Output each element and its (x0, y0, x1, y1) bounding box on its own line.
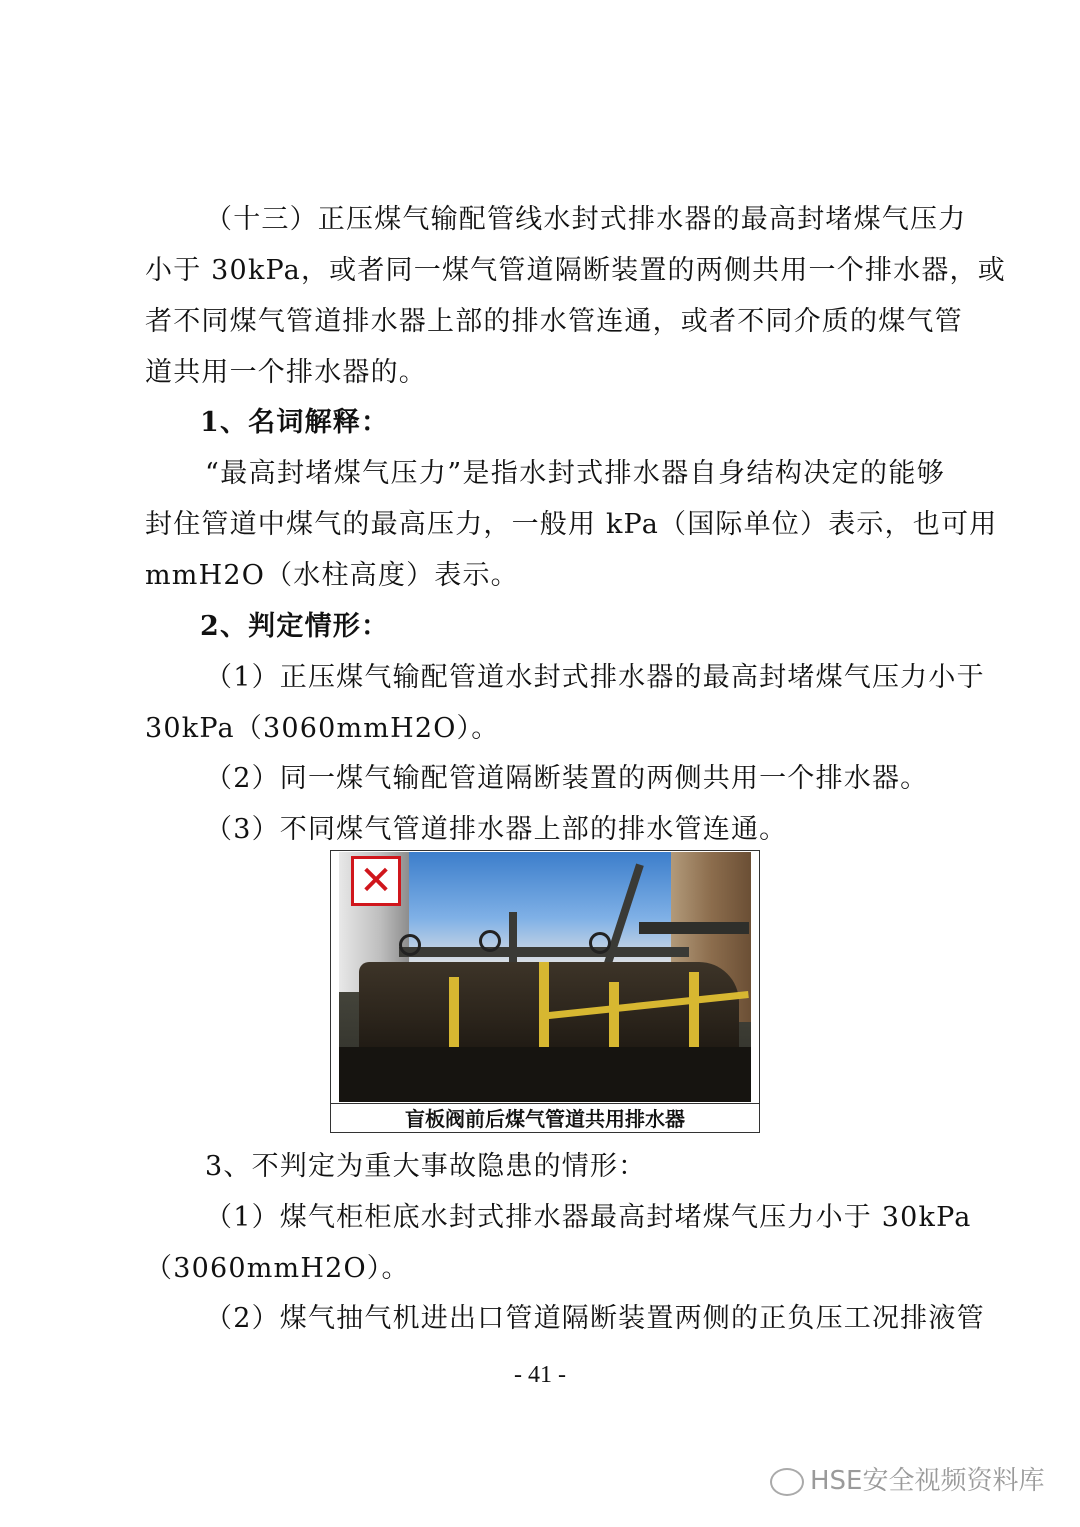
text-line-8: mmH2O（水柱高度）表示。 (145, 560, 519, 591)
section-heading-3: 3、不判定为重大事故隐患的情形： (205, 1151, 647, 1182)
figure-caption: 盲板阀前后煤气管道共用排水器 (331, 1103, 759, 1134)
text-line-2: 小于 30kPa，或者同一煤气管道隔断装置的两侧共用一个排水器，或 (145, 255, 1006, 286)
section-heading-2: 2、判定情形： (200, 611, 390, 642)
text-line-10: （1）正压煤气输配管道水封式排水器的最高封堵煤气压力小于 (205, 662, 985, 693)
wechat-icon (770, 1468, 804, 1496)
watermark-text: HSE安全视频资料库 (810, 1466, 1045, 1496)
text-line-7: 封住管道中煤气的最高压力，一般用 kPa（国际单位）表示，也可用 (145, 509, 998, 540)
page-number: - 41 - (514, 1362, 566, 1388)
section-heading-1: 1、名词解释： (200, 407, 390, 438)
text-line-11: 30kPa（3060mmH2O）。 (145, 713, 500, 744)
pipeline-photo (339, 852, 751, 1102)
text-line-4: 道共用一个排水器的。 (145, 357, 427, 388)
figure (330, 850, 760, 1133)
text-line-after-2: （1）煤气柜柜底水封式排水器最高封堵煤气压力小于 30kPa (205, 1202, 972, 1233)
text-line-6: “最高封堵煤气压力”是指水封式排水器自身结构决定的能够 (205, 458, 945, 489)
text-line-1: （十三）正压煤气输配管线水封式排水器的最高封堵煤气压力 (205, 204, 967, 235)
watermark (770, 1460, 1044, 1497)
text-line-12: （2）同一煤气输配管道隔断装置的两侧共用一个排水器。 (205, 763, 929, 794)
text-line-after-4: （2）煤气抽气机进出口管道隔断装置两侧的正负压工况排液管 (205, 1303, 985, 1334)
text-line-13: （3）不同煤气管道排水器上部的排水管连通。 (205, 814, 788, 845)
text-line-after-3: （3060mmH2O）。 (145, 1253, 410, 1284)
prohibited-x-icon: ✕ (351, 856, 401, 906)
text-line-3: 者不同煤气管道排水器上部的排水管连通，或者不同介质的煤气管 (145, 306, 963, 337)
